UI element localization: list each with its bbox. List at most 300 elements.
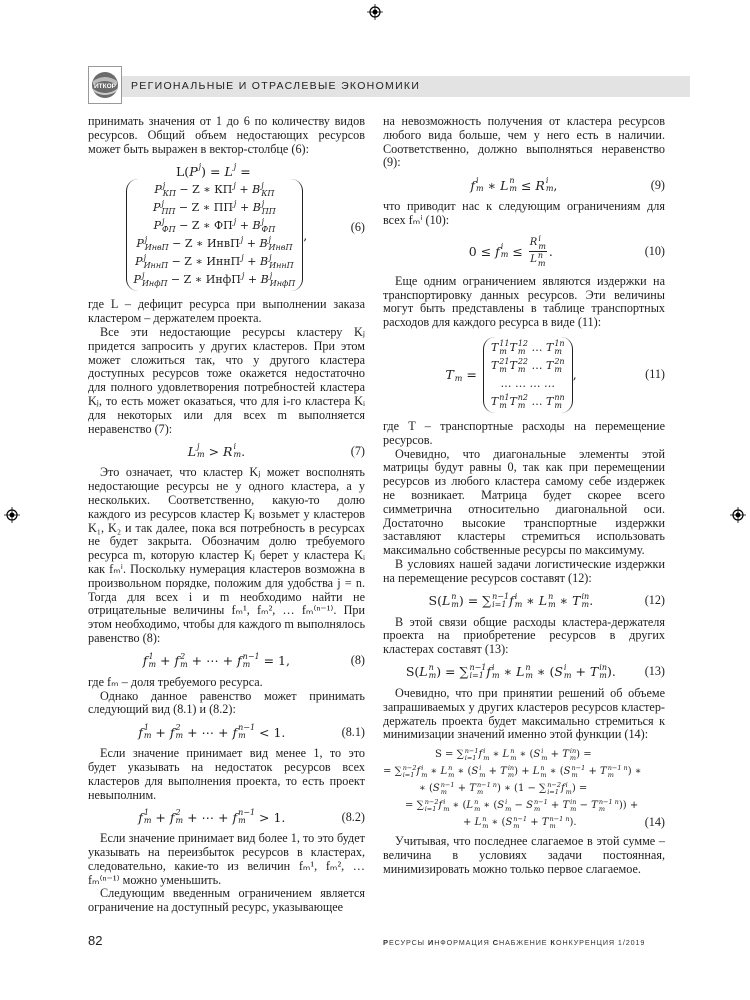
math-subscript: m [563,670,572,680]
math-base: f [416,766,421,778]
math-text: > 1. [255,809,286,825]
math-text: + [527,817,542,829]
math-subscript: m [569,753,577,762]
math-superscript: 2 [175,808,181,818]
math-subscript: m [148,659,157,669]
math-scripts [269,254,294,270]
math-superscript: 1n [554,338,565,348]
math-superscript: 11 [499,338,510,348]
math-superscript: n1 [499,392,510,402]
math-superscript: 1 [148,651,154,661]
math-symbol [495,243,508,259]
math-subscript: ПП [261,207,276,217]
math-scripts [550,816,570,829]
math-symbol [530,235,546,251]
math-subscript: m [509,184,517,194]
equation-14 [383,746,665,831]
math-base: f [438,800,443,812]
math-base: f [232,724,238,740]
math-scripts [492,664,500,680]
math-base: T [445,367,454,383]
math-text: 0 ≤ [468,243,496,259]
math-base: ∑ [539,783,547,795]
math-symbol [509,593,522,609]
math-base: T [546,394,554,408]
math-text: S( [405,664,420,680]
math-superscript: n−1 [469,662,487,672]
math-symbol [546,357,565,375]
math-text: … [528,358,546,372]
math-symbol [535,177,553,193]
math-text: − Z ∗ КП [175,183,233,197]
math-base: T [490,340,499,354]
right-column [383,115,665,877]
math-text: + [236,219,253,233]
math-superscript: i [443,798,446,807]
math-superscript: j [261,199,265,209]
math-scripts [269,236,293,252]
math-scripts [403,765,417,778]
math-text: ) + [514,766,533,778]
math-scripts [608,765,628,778]
math-subscript: m [598,804,605,813]
math-symbol [572,593,589,609]
math-symbol [505,816,527,829]
equation-8-1 [88,724,365,740]
math-base: R [223,443,233,459]
math-symbol [224,163,236,179]
journal-word-rest: ЕСУРСЫ [388,938,428,948]
math-text: )) + [618,800,639,812]
math-base: T [589,664,599,680]
math-symbol [143,653,156,669]
math-subscript: m [175,816,184,826]
math-text: , [553,177,558,193]
math-subscript: m [242,659,251,669]
math-symbol [475,816,489,829]
math-subscript: КП [162,189,176,199]
math-symbol [491,357,510,375]
math-subscript: m [581,599,590,609]
svg-text:ИТКОР: ИТКОР [93,83,117,90]
math-scripts [554,394,564,410]
journal-word-initial: С [492,938,500,948]
math-subscript: i=1 [469,670,484,680]
math-base: B [252,219,261,233]
math-superscript: 1 [143,808,149,818]
math-superscript: n−1 n [549,815,570,824]
math-symbol [259,235,292,253]
math-superscript: j [143,253,147,263]
math-base: f [169,809,175,825]
equation-number: (8) [350,653,365,668]
left-column [88,115,365,915]
math-scripts [548,593,556,609]
math-scripts [262,218,276,234]
math-superscript: n−1 [533,798,548,807]
math-superscript: n [540,764,545,773]
math-subscript: ИнфП [141,279,168,289]
math-subscript: m [476,787,484,796]
math-base: P [133,273,141,287]
math-base: f [138,809,143,825]
math-subscript: m [474,804,481,813]
math-symbol [223,443,241,459]
math-subscript: m [233,450,242,460]
math-superscript: j [241,253,244,263]
math-base: T [509,340,517,354]
math-symbol [590,664,607,680]
math-subscript: ИнвП [268,243,293,253]
math-text: ∗ [489,749,503,761]
math-base: B [260,273,269,287]
math-symbol [189,163,201,179]
math-superscript: j [197,442,200,452]
equation-number: (13) [644,664,665,679]
math-scripts [538,252,546,268]
math-superscript: n−1 [492,591,510,601]
math-subscript: m [514,599,523,609]
math-subscript: m [545,184,554,194]
math-text: + [547,800,563,812]
math-text: + [235,183,253,197]
math-text: . [548,243,553,259]
math-text: . [241,443,246,459]
math-scripts [554,358,564,374]
math-subscript: m [517,364,526,374]
math-base: L [440,766,448,778]
math-symbol [509,339,528,357]
registration-mark-icon [730,507,746,523]
paragraph: Все эти недостающие ресурсы кластеру Kⱼ придется запросить у других кластеров. При этом может сложиться так, что у другого кластера доступных ресурсов тоже окажется недостаточно для полного удовлетворения потребностей кластера Kⱼ, то есть может оказаться, что для i-го кластера Kᵢ для некоторых или для всех m выполняется неравенство (7): [88,324,365,436]
math-subscript: m [510,753,517,762]
math-symbol [486,664,499,680]
math-base: B [252,183,261,197]
math-base: f [169,724,175,740]
math-subscript: m [483,753,490,762]
math-subscript: m [500,250,509,260]
math-subscript: i=1 [492,599,507,609]
paragraph: Учитывая, что последнее слагаемое в этой сумме – величина в условиях задачи постоянная, минимизировать можно только первое слагаемое. [383,834,665,876]
math-scripts [161,200,175,216]
math-symbol [530,252,545,268]
equation-number: (6) [350,219,365,234]
equation-line [383,746,665,763]
equation-body [88,653,345,669]
equation-number: (12) [644,593,665,608]
math-symbol [546,393,565,411]
math-text: ∗ ( [480,800,498,812]
math-superscript: j [269,271,273,281]
math-text: + [151,724,170,740]
math-superscript: i [563,662,567,672]
math-symbol [466,799,480,812]
math-superscript: i [476,176,479,186]
math-text: = [236,163,251,179]
math-subscript: m [175,731,184,741]
math-superscript: n [548,591,554,601]
math-superscript: n−2 [402,764,417,773]
math-scripts [176,809,184,825]
math-symbol [154,217,176,235]
paragraph: Очевидно, что диагональные элементы этой матрицы будут равны 0, так как при перемещении ресурсов из любого кластера самому себе издержек не возникает. Матрица будет скорее всего симметрична относительно диагональной оси. Достаточно высокие транспортные издержки заставляют кластеры стремиться использовать максимально собственные ресурсы по максимуму. [383,446,665,558]
math-symbol [469,782,497,795]
math-text: = [462,367,477,383]
matrix-row [153,199,276,217]
math-superscript: n−1 [238,808,256,818]
math-symbol [554,664,571,680]
math-subscript: m [440,787,447,796]
math-superscript: n [537,250,544,260]
math-text: ). [569,817,577,829]
math-symbol [433,782,455,795]
math-base: P [153,201,161,215]
fraction-numerator [529,235,547,252]
math-base: L [502,749,510,761]
math-text: ≤ [508,243,527,259]
math-subscript: m [540,770,547,779]
math-scripts [501,243,509,259]
math-base: L [441,593,451,609]
math-subscript: m [537,258,546,268]
equation-body [383,235,639,268]
math-base: B [252,201,261,215]
math-subscript: m [517,346,526,356]
math-symbol [252,217,275,235]
paragraph: что приводит нас к следующим ограничениям для всех fₘⁱ (10): [383,199,665,227]
math-scripts [515,593,523,609]
math-symbol [417,799,439,812]
equation-number: (14) [644,815,665,830]
math-superscript: n [428,662,434,672]
matrix-row [154,181,274,199]
math-superscript: 2 [180,651,186,661]
math-subscript: m [238,816,246,826]
equation-12 [383,593,665,609]
math-base: L [474,817,482,829]
math-subscript: m [143,731,152,741]
math-text: S( [428,593,442,609]
journal-word-rest: ОНКУРЕНЦИЯ [555,938,618,948]
math-subscript: i=1 [424,804,437,813]
math-text: − [576,800,592,812]
math-scripts [455,367,463,383]
math-subscript: m [143,816,152,826]
math-base: S [526,800,533,812]
math-base: f [478,749,483,761]
matrix-row [134,271,296,289]
math-symbol [170,724,183,740]
paragraph: В условиях нашей задачи логистические издержки на перемещение ресурсов составят (12): [383,556,665,585]
math-subscript: i=1 [464,753,477,762]
equation-last-row [383,814,665,831]
math-text: ∗ ( [546,766,564,778]
math-text: − Z ∗ ИнфП [167,273,241,287]
math-subscript: ФП [261,225,276,235]
math-subscript: m [476,184,484,194]
math-scripts [145,236,169,252]
math-subscript: ФП [162,225,176,235]
math-scripts [509,177,517,193]
math-scripts [144,254,169,270]
math-text: + ⋯ + [187,653,238,669]
math-base: B [259,237,268,251]
math-text: + ⋯ + [183,809,233,825]
math-symbol [138,724,151,740]
math-text: ∗ ( [533,664,555,680]
paragraph: на невозможность получения от кластера ресурсов любого вида больше, чем у него есть в наличии. Соответственно, должно выполняться неравенство (9): [383,114,665,170]
math-symbol [526,799,548,812]
math-subscript: m [180,659,188,669]
math-symbol [503,748,517,761]
math-subscript: m [548,599,556,609]
math-text: + [151,809,170,825]
math-scripts [518,358,528,374]
math-text: … [528,340,546,354]
math-symbol [438,799,449,812]
equation-body [88,163,345,291]
math-text: . [589,593,594,609]
math-superscript: 12 [517,338,528,348]
math-base: f [138,724,143,740]
page-footer [88,933,665,948]
math-text: ∗ [483,177,501,193]
math-text: … [528,394,547,408]
math-subscript: m [554,364,562,374]
math-base: T [572,593,581,609]
math-superscript: i [505,798,508,807]
math-base: T [562,749,569,761]
math-text: + [156,653,175,669]
math-subscript: m [492,670,500,680]
math-scripts [499,358,509,374]
math-superscript: in [569,747,577,756]
math-subscript: m [479,770,486,779]
equation-10 [383,235,665,268]
math-base: T [541,817,549,829]
math-symbol [491,339,510,357]
math-superscript: i [492,662,495,672]
math-superscript: j [233,217,237,227]
math-superscript: n−2 [547,781,561,790]
math-subscript: m [554,400,562,410]
equation-number: (8.2) [341,809,365,824]
math-symbol [591,799,619,812]
math-text: ∗ ( [488,817,506,829]
math-superscript: n−1 [440,781,455,790]
math-superscript: n [482,815,487,824]
math-superscript: j [162,181,166,191]
math-text: ∗ [522,593,539,609]
math-base: L [500,177,509,193]
math-text: L( [176,163,190,179]
math-base: T [509,358,517,372]
math-text: + [585,766,601,778]
math-symbol [419,664,436,680]
equation-8-2 [88,809,365,825]
math-superscript: j [261,181,264,191]
math-scripts [162,218,176,234]
math-text: ∗ [499,664,517,680]
math-symbol [562,748,576,761]
equation-body [88,443,345,459]
math-symbol [546,339,565,357]
math-superscript: i [233,442,237,452]
math-symbol [253,199,276,217]
math-superscript: i [483,747,486,756]
math-base: ∑ [456,749,464,761]
math-text: ) = [571,783,588,795]
math-text: + [463,817,475,829]
math-subscript: ПП [161,207,176,217]
math-scripts [142,272,167,288]
math-subscript: КП [261,189,275,199]
math-subscript: m [570,804,577,813]
math-scripts [425,799,439,812]
paragraph: Еще одним ограничением являются издержки на транспортировку данных ресурсов. Эти величины могут быть представлены в таблице транспортных расходов для каждого ресурса в виде (11): [383,273,665,330]
math-symbol [533,765,547,778]
math-base: ∑ [394,766,402,778]
math-scripts [176,724,184,740]
math-symbol [479,748,490,761]
math-base: T [591,800,598,812]
math-base: L [419,664,428,680]
math-subscript: i=1 [402,770,415,779]
math-base: f [237,653,242,669]
resource-deficit-vector [126,179,304,291]
math-scripts [180,653,188,669]
math-symbol [188,443,205,459]
math-symbol [500,177,517,193]
math-scripts [476,177,484,193]
math-subscript: m [565,787,572,796]
math-scripts [238,809,255,825]
math-scripts [554,340,564,356]
math-text: ∗ [427,766,441,778]
math-superscript: j [268,235,272,245]
math-base: T [490,358,499,372]
math-symbol [471,765,485,778]
math-scripts [581,593,589,609]
math-symbol [460,664,487,680]
equation-body [88,809,336,825]
math-superscript: j [161,199,164,209]
math-subscript: m [538,241,546,251]
math-superscript: in [581,591,590,601]
math-text: ∗ [555,593,573,609]
equation-13 [383,664,665,680]
math-text: + [571,664,590,680]
math-text: ) = [436,664,460,680]
math-symbol [237,653,260,669]
math-subscript: m [421,770,428,779]
math-superscript: j [162,217,165,227]
math-base: L [538,593,548,609]
math-symbol [539,593,556,609]
math-subscript: m [482,821,489,830]
math-scripts [270,272,295,288]
math-text: = [383,766,395,778]
math-symbol [154,181,176,199]
math-scripts [546,177,554,193]
math-superscript: n−1 [513,815,528,824]
math-symbol [260,253,294,271]
math-subscript: m [533,804,541,813]
math-symbol [136,235,168,253]
math-symbol [170,809,183,825]
math-symbol [533,748,547,761]
math-scripts [261,182,274,198]
